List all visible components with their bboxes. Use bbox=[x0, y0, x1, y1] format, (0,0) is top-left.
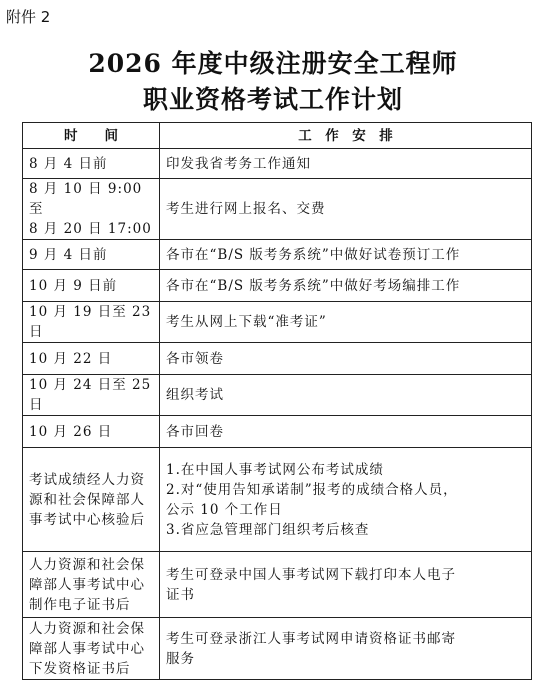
time-cell: 10 月 26 日 bbox=[23, 416, 160, 448]
time-cell: 考试成绩经人力资 源和社会保障部人 事考试中心核验后 bbox=[23, 448, 160, 552]
work-cell: 考生从网上下载“准考证” bbox=[160, 302, 532, 343]
time-cell: 8 月 10 日 9:00 至 8 月 20 日 17:00 bbox=[23, 179, 160, 240]
work-cell: 组织考试 bbox=[160, 375, 532, 416]
work-cell: 各市在“B/S 版考务系统”中做好考场编排工作 bbox=[160, 270, 532, 302]
time-cell: 人力资源和社会保 障部人事考试中心 制作电子证书后 bbox=[23, 552, 160, 618]
work-cell: 考生可登录中国人事考试网下载打印本人电子 证书 bbox=[160, 552, 532, 618]
work-cell: 各市回卷 bbox=[160, 416, 532, 448]
table-row bbox=[23, 416, 532, 448]
table-row bbox=[23, 375, 532, 416]
time-cell: 人力资源和社会保 障部人事考试中心 下发资格证书后 bbox=[23, 618, 160, 680]
table-row bbox=[23, 240, 532, 270]
header-work: 工 作 安 排 bbox=[160, 123, 532, 149]
schedule-table bbox=[22, 122, 532, 680]
time-cell: 10 月 19 日至 23 日 bbox=[23, 302, 160, 343]
time-cell: 10 月 24 日至 25 日 bbox=[23, 375, 160, 416]
table-row bbox=[23, 448, 532, 552]
table-row bbox=[23, 343, 532, 375]
table-row bbox=[23, 552, 532, 618]
table-row bbox=[23, 179, 532, 240]
table-row bbox=[23, 618, 532, 680]
work-cell: 各市领卷 bbox=[160, 343, 532, 375]
attachment-label: 附件 2 bbox=[6, 8, 51, 26]
time-cell: 8 月 4 日前 bbox=[23, 149, 160, 179]
table-row bbox=[23, 149, 532, 179]
work-cell: 各市在“B/S 版考务系统”中做好试卷预订工作 bbox=[160, 240, 532, 270]
time-cell: 10 月 9 日前 bbox=[23, 270, 160, 302]
work-cell: 印发我省考务工作通知 bbox=[160, 149, 532, 179]
document-title-line-2: 职业资格考试工作计划 bbox=[142, 85, 403, 114]
work-cell: 考生进行网上报名、交费 bbox=[160, 179, 532, 240]
time-cell: 10 月 22 日 bbox=[23, 343, 160, 375]
table-row bbox=[23, 302, 532, 343]
time-cell: 9 月 4 日前 bbox=[23, 240, 160, 270]
table-row bbox=[23, 270, 532, 302]
header-time: 时 间 bbox=[23, 123, 160, 149]
work-cell: 1.在中国人事考试网公布考试成绩 2.对“使用告知承诺制”报考的成绩合格人员， 公示 10 个工作日 3.省应急管理部门组织考后核查 bbox=[160, 448, 532, 552]
document-title-line-1: 2026 年度中级注册安全工程师 bbox=[88, 49, 458, 78]
work-cell: 考生可登录浙江人事考试网申请资格证书邮寄 服务 bbox=[160, 618, 532, 680]
table-header-row bbox=[23, 123, 532, 149]
